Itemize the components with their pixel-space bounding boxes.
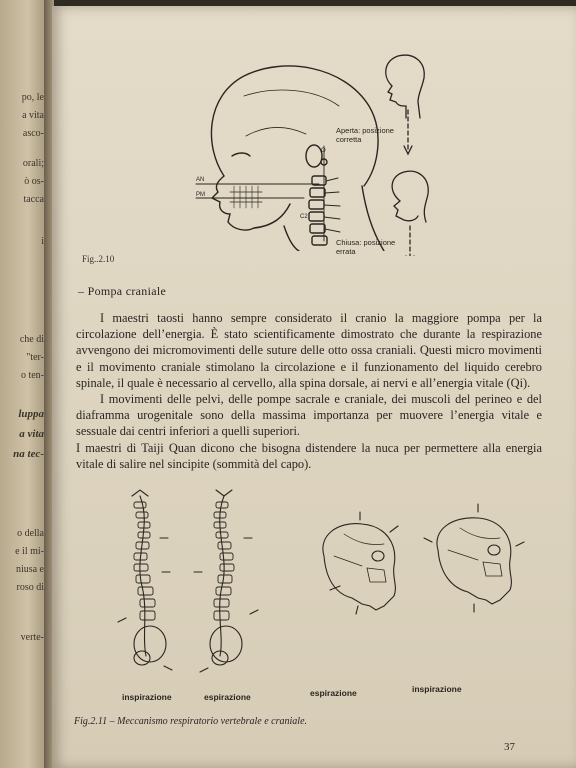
annotation-o: O — [321, 148, 326, 154]
left-page-line: o della — [17, 528, 44, 539]
left-page-line: roso di — [16, 582, 44, 593]
skull-inspiration-drawing — [424, 504, 524, 612]
left-page-line: o ten- — [20, 370, 44, 381]
book-page — [52, 6, 576, 768]
figure-2-11-caption: Fig.2.11 – Meccanismo respiratorio vertebrale e craniale. — [74, 716, 308, 727]
page-number: 37 — [504, 741, 515, 753]
section-title: – Pompa craniale — [78, 284, 167, 298]
paragraph-2: I movimenti delle pelvi, delle pompe sacrale e craniale, dei muscoli del perineo e del diaframma urogenitale sono della massima importanza per muovere l’energia vitale e sessuale dai centri inferiori a quelli superiori. — [76, 392, 542, 439]
annotation-an: AN — [196, 177, 205, 183]
annotation-pm: PM — [196, 192, 205, 198]
label-inspirazione-1: inspirazione — [122, 692, 172, 702]
left-page-line: po, le — [21, 92, 44, 103]
skull-expiration-drawing — [323, 512, 398, 614]
spine-inspiration-drawing — [118, 490, 172, 670]
left-page-line: che di — [19, 334, 44, 345]
left-facing-page — [0, 0, 46, 768]
left-page-line: a vita — [19, 428, 44, 440]
open-caption-line1: Aperta: posizione — [336, 126, 394, 135]
left-page-line: asco- — [22, 128, 44, 139]
left-page-line: na tec- — [13, 448, 44, 460]
left-page-line: niusa e — [15, 564, 44, 575]
paragraph-1: I maestri taosti hanno sempre considerato il cranio la maggiore pompa per la circolazione dell’energia. È stato scientificamente dimostrato che durante la respirazione avvengono dei micromovimenti delle suture delle otto ossa craniali. Questi micro movimenti e il movimento craniale stimolano la circolazione e il funzionamento del liquido cerebro spinale, il quale è necessario al cervello, alla spina dorsale, ai nervi e all’energia vitale (Qi). — [76, 311, 542, 390]
left-page-line: luppa — [18, 408, 44, 420]
left-page-line: a vita — [22, 110, 44, 121]
respiratory-mechanism-illustration — [112, 486, 552, 706]
left-page-line: i — [41, 236, 44, 247]
left-page-line: tacca — [23, 194, 44, 205]
figure-2-10-label: Fig..2.10 — [82, 254, 115, 264]
left-page-line: verte- — [20, 632, 44, 643]
open-caption-line2: corretta — [336, 135, 362, 144]
label-inspirazione-2: inspirazione — [412, 684, 462, 694]
annotation-c2: C2 — [300, 214, 308, 220]
body-text — [76, 310, 542, 472]
label-espirazione-1: espirazione — [204, 692, 251, 702]
left-page-line: orali; — [22, 158, 44, 169]
left-page-line: "ter- — [26, 352, 44, 363]
label-espirazione-2: espirazione — [310, 688, 357, 698]
left-page-line: e il mi- — [15, 546, 44, 557]
closed-caption-line2: errata — [336, 247, 356, 256]
paragraph-3: I maestri di Taiji Quan dicono che bisogna distendere la nuca per permettere alla energia vitale di salire nel sincipite (sommità del capo). — [76, 440, 542, 471]
closed-caption-line1: Chiusa: posizione — [336, 238, 396, 247]
open-position-caption — [336, 126, 394, 144]
left-page-line: ò os- — [24, 176, 44, 187]
closed-position-caption — [336, 238, 395, 256]
spine-expiration-drawing — [194, 490, 258, 672]
